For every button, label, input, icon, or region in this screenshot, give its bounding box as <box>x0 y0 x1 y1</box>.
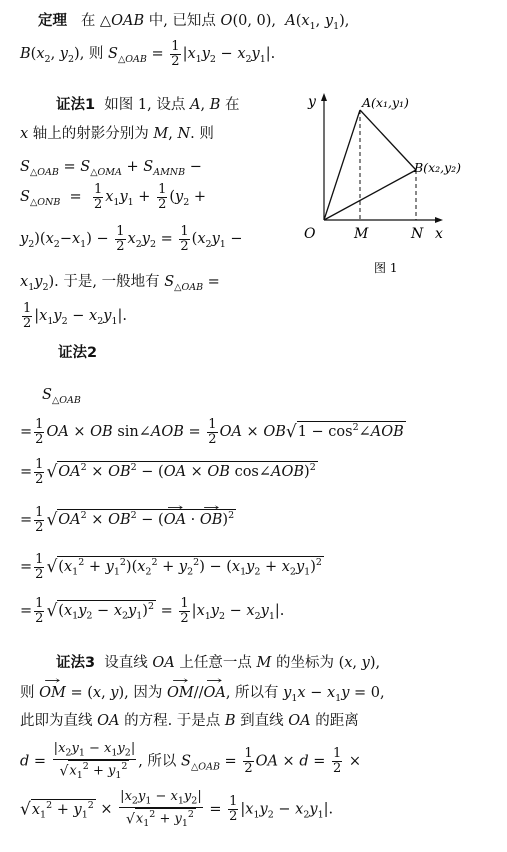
segment-AB <box>360 110 416 170</box>
proof1-line-2: x 轴上的射影分别为 M, N. 则 <box>20 126 214 142</box>
proof1-line-3: $S_{\triangle OAB} = S_{\triangle OMA} + S_{AMNB}$ − <box>20 159 202 178</box>
proof3-line-1: 证法3 设直线 OA 上任意一点 M 的坐标为 (x, y), <box>56 655 381 671</box>
proof1-line-1: 证法1 如图 1, 设点 A, B 在 <box>56 97 240 113</box>
proof3-line-2: 则 → OM = (x, y), 因为 → OM//→ OA, 所以有 $y_1x - x_1y = 0$, <box>20 686 385 703</box>
proof2-line-3: = $\frac{1}{2}$ $√OA^2 \times OB^2$ − (→ OA · → OB)$^2$ <box>20 506 236 534</box>
y-axis-arrow <box>321 93 327 101</box>
figure-caption: 图 1 <box>374 261 398 275</box>
proof2-line-4: = $\frac{1}{2}$ $√(x_1^2 + y_1^2)(x_2^2 + y_2^2) - (x_1y_2 + x_2y_1)^2$ <box>20 552 322 582</box>
label-B: B(x₂,y₂) <box>414 160 462 175</box>
proof1-line-5: $y_2)(x_2-x_1)$ − $\frac{1}{2}$ $x_2y_2$ = $\frac{1}{2}$ ($x_2y_1$ − <box>20 224 243 254</box>
theorem-label: 定理 <box>38 13 67 29</box>
label-N: N <box>411 226 424 242</box>
label-O: O <box>304 226 316 242</box>
label-M: M <box>354 226 369 242</box>
figure-1 <box>290 92 490 282</box>
label-y: y <box>308 94 316 110</box>
label-A: A(x₁,y₁) <box>362 95 409 110</box>
proof3-line-4: d = $\frac{|x_2y_1 - x_1y_2|}{√x_1^2 + y_1^2}$ , 所以 $S_{\triangle OAB}$ = $\frac{1}{2}$ OA × d = $\frac{1}{2}$ × <box>20 741 362 781</box>
proof2-lhs: $S_{\triangle OAB}$ <box>42 387 81 406</box>
proof1-label: 证法1 <box>56 97 96 113</box>
proof3-label: 证法3 <box>56 655 96 671</box>
proof2-header <box>58 346 97 361</box>
proof2-label: 证法2 <box>58 345 98 361</box>
proof3-line-5: $√x_1^2 + y_1^2$ × $\frac{|x_2y_1 - x_1y_2|}{√x_1^2 + y_1^2}$ = $\frac{1}{2}$ $|x_1y_2 - x_2y_1|$. <box>20 789 334 829</box>
theorem-line-1: 定理 在 △OAB 中, 已知点 O(0, 0), $A(x_1$, $y_1$), <box>38 13 350 32</box>
proof2-line-2: = $\frac{1}{2}$ $√OA^2 \times OB^2 - (OA$ × OB cos∠AOB)$^2$ <box>20 457 316 487</box>
proof2-line-1: = $\frac{1}{2}$ OA × OB sin∠AOB = $\frac{1}{2}$ OA × $OB√1 - \cos^2\angle AOB$ <box>20 417 404 447</box>
proof2-line-5: = $\frac{1}{2}$ $√(x_1y_2 - x_2y_1)^2$ = $\frac{1}{2}$ $|x_1y_2 - x_2y_1|$. <box>20 596 285 626</box>
proof1-line-7: $\frac{1}{2}$ $|x_1y_2 - x_2y_1|$. <box>23 301 128 331</box>
label-x: x <box>435 226 443 242</box>
x-axis-arrow <box>435 217 443 223</box>
proof1-line-6: $x_1y_2$). 于是, 一般地有 $S_{\triangle OAB}$ = <box>20 274 220 293</box>
theorem-line-2: $B(x_2$, $y_2$), 则 $S_{\triangle OAB}$ = $\frac{1}{2}$ $|x_1y_2 - x_2y_1|$. <box>20 39 276 69</box>
proof1-line-4: $S_{\triangle ONB}$ = $\frac{1}{2}$ $x_1y_1$ + $\frac{1}{2}$ ($y_2$ + <box>20 182 207 212</box>
proof3-line-3: 此即为直线 OA 的方程. 于是点 B 到直线 OA 的距离 <box>20 713 359 729</box>
